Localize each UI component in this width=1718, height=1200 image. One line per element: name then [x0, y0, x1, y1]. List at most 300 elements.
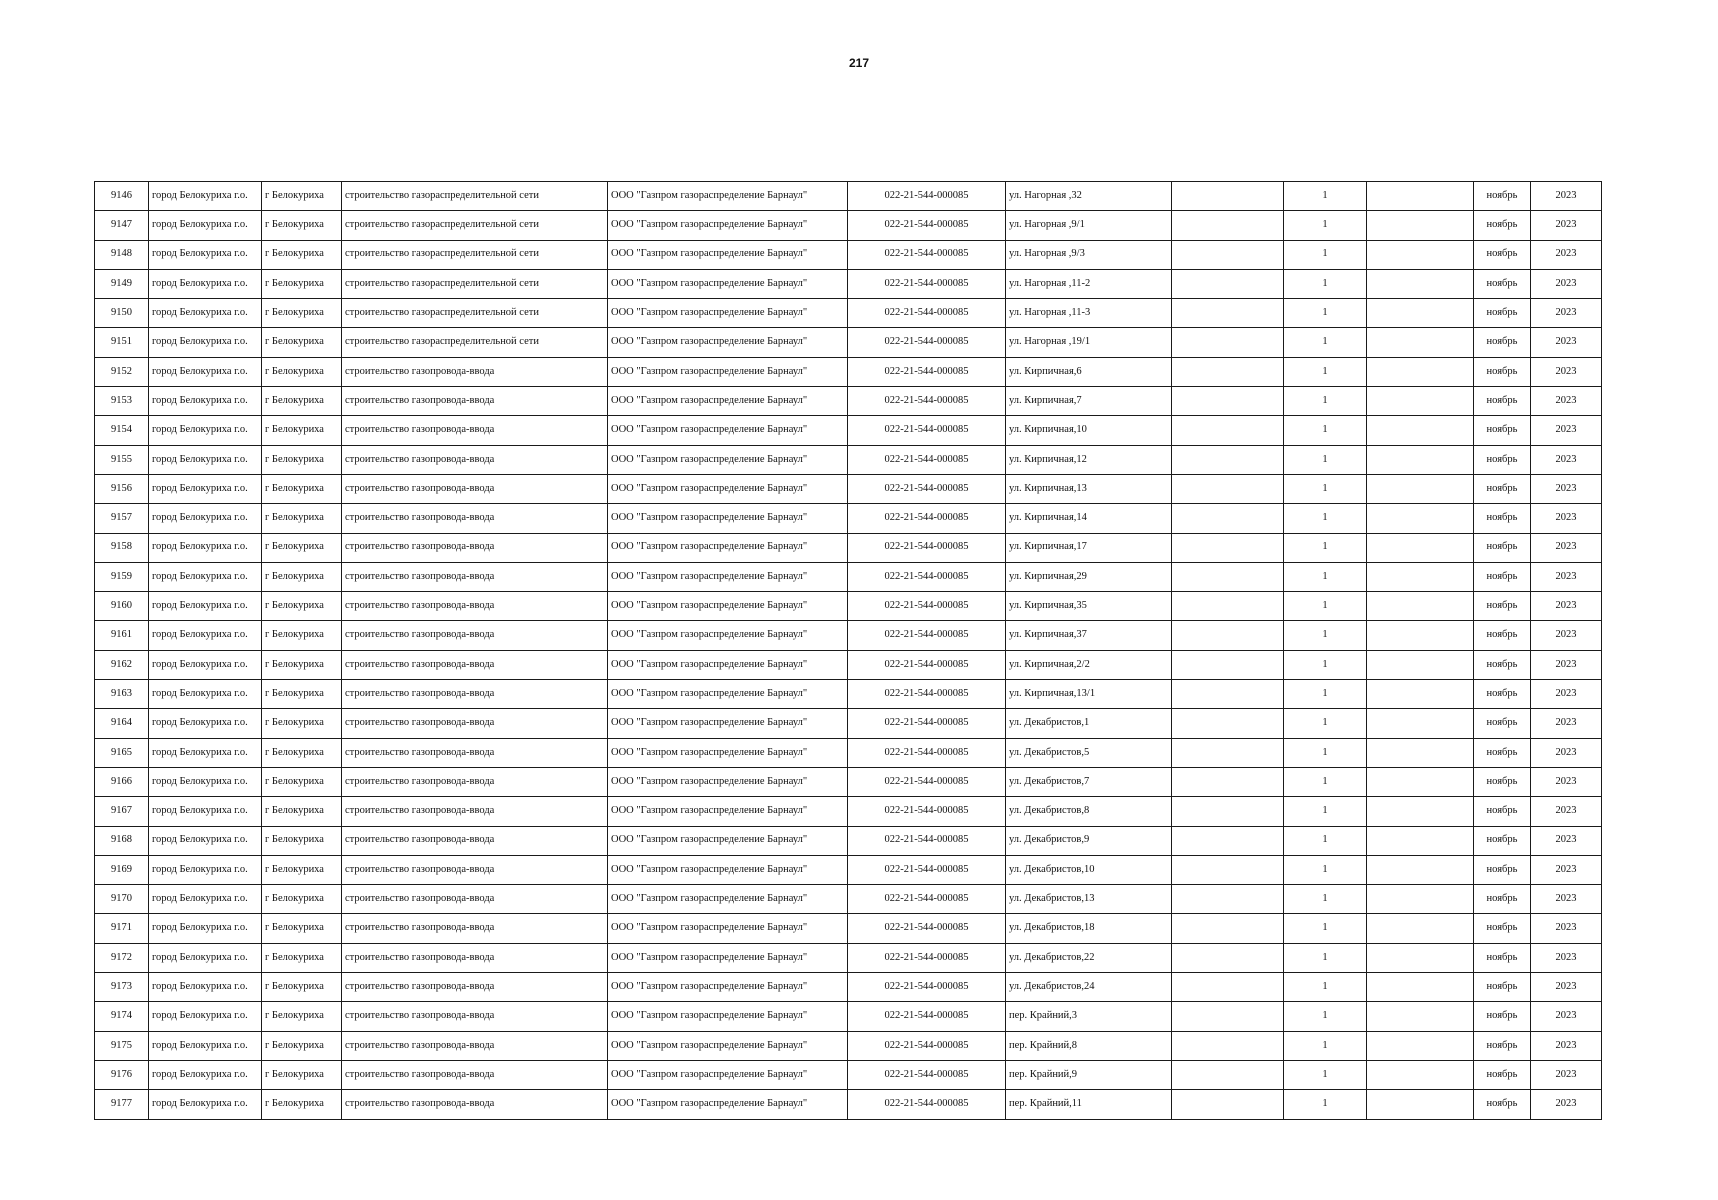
address-cell: ул. Декабристов,13: [1006, 885, 1172, 914]
row-number-cell: 9162: [95, 650, 149, 679]
empty-cell: [1367, 357, 1474, 386]
quantity-cell: 1: [1284, 1060, 1367, 1089]
year-cell: 2023: [1531, 914, 1602, 943]
table-row: [95, 357, 1602, 386]
address-cell: ул. Кирпичная,13/1: [1006, 680, 1172, 709]
empty-cell: [1367, 709, 1474, 738]
month-cell: ноябрь: [1474, 973, 1531, 1002]
quantity-cell: 1: [1284, 240, 1367, 269]
organization-cell: ООО "Газпром газораспределение Барнаул": [608, 474, 848, 503]
work-type-cell: строительство газораспределительной сети: [342, 299, 608, 328]
work-type-cell: строительство газораспределительной сети: [342, 269, 608, 298]
registry-table-container: [94, 181, 1601, 1120]
organization-cell: ООО "Газпром газораспределение Барнаул": [608, 211, 848, 240]
year-cell: 2023: [1531, 504, 1602, 533]
locality-cell: г Белокуриха: [262, 943, 342, 972]
program-code-cell: 022-21-544-000085: [848, 650, 1006, 679]
empty-cell: [1367, 1090, 1474, 1119]
month-cell: ноябрь: [1474, 240, 1531, 269]
empty-cell: [1172, 1090, 1284, 1119]
municipality-cell: город Белокуриха г.о.: [149, 504, 262, 533]
table-row: [95, 1002, 1602, 1031]
locality-cell: г Белокуриха: [262, 738, 342, 767]
program-code-cell: 022-21-544-000085: [848, 1090, 1006, 1119]
row-number-cell: 9161: [95, 621, 149, 650]
year-cell: 2023: [1531, 445, 1602, 474]
row-number-cell: 9166: [95, 767, 149, 796]
month-cell: ноябрь: [1474, 1060, 1531, 1089]
year-cell: 2023: [1531, 240, 1602, 269]
work-type-cell: строительство газопровода-ввода: [342, 680, 608, 709]
address-cell: пер. Крайний,11: [1006, 1090, 1172, 1119]
municipality-cell: город Белокуриха г.о.: [149, 885, 262, 914]
work-type-cell: строительство газопровода-ввода: [342, 592, 608, 621]
table-row: [95, 1060, 1602, 1089]
address-cell: ул. Кирпичная,37: [1006, 621, 1172, 650]
row-number-cell: 9149: [95, 269, 149, 298]
registry-table: [94, 181, 1602, 1120]
program-code-cell: 022-21-544-000085: [848, 1031, 1006, 1060]
month-cell: ноябрь: [1474, 474, 1531, 503]
program-code-cell: 022-21-544-000085: [848, 387, 1006, 416]
program-code-cell: 022-21-544-000085: [848, 826, 1006, 855]
year-cell: 2023: [1531, 973, 1602, 1002]
table-row: [95, 533, 1602, 562]
work-type-cell: строительство газопровода-ввода: [342, 357, 608, 386]
work-type-cell: строительство газопровода-ввода: [342, 621, 608, 650]
month-cell: ноябрь: [1474, 387, 1531, 416]
work-type-cell: строительство газопровода-ввода: [342, 943, 608, 972]
address-cell: ул. Декабристов,5: [1006, 738, 1172, 767]
program-code-cell: 022-21-544-000085: [848, 973, 1006, 1002]
program-code-cell: 022-21-544-000085: [848, 797, 1006, 826]
quantity-cell: 1: [1284, 1090, 1367, 1119]
row-number-cell: 9158: [95, 533, 149, 562]
table-row: [95, 269, 1602, 298]
table-row: [95, 797, 1602, 826]
quantity-cell: 1: [1284, 592, 1367, 621]
month-cell: ноябрь: [1474, 445, 1531, 474]
locality-cell: г Белокуриха: [262, 797, 342, 826]
row-number-cell: 9159: [95, 562, 149, 591]
locality-cell: г Белокуриха: [262, 855, 342, 884]
program-code-cell: 022-21-544-000085: [848, 767, 1006, 796]
empty-cell: [1172, 914, 1284, 943]
empty-cell: [1367, 562, 1474, 591]
work-type-cell: строительство газопровода-ввода: [342, 767, 608, 796]
month-cell: ноябрь: [1474, 709, 1531, 738]
program-code-cell: 022-21-544-000085: [848, 738, 1006, 767]
empty-cell: [1172, 416, 1284, 445]
year-cell: 2023: [1531, 562, 1602, 591]
quantity-cell: 1: [1284, 387, 1367, 416]
month-cell: ноябрь: [1474, 357, 1531, 386]
empty-cell: [1367, 269, 1474, 298]
row-number-cell: 9177: [95, 1090, 149, 1119]
quantity-cell: 1: [1284, 826, 1367, 855]
organization-cell: ООО "Газпром газораспределение Барнаул": [608, 1031, 848, 1060]
empty-cell: [1172, 885, 1284, 914]
empty-cell: [1172, 533, 1284, 562]
year-cell: 2023: [1531, 592, 1602, 621]
row-number-cell: 9150: [95, 299, 149, 328]
empty-cell: [1367, 445, 1474, 474]
year-cell: 2023: [1531, 826, 1602, 855]
row-number-cell: 9176: [95, 1060, 149, 1089]
year-cell: 2023: [1531, 416, 1602, 445]
organization-cell: ООО "Газпром газораспределение Барнаул": [608, 357, 848, 386]
locality-cell: г Белокуриха: [262, 592, 342, 621]
registry-table-body: [95, 182, 1602, 1120]
month-cell: ноябрь: [1474, 1031, 1531, 1060]
locality-cell: г Белокуриха: [262, 562, 342, 591]
quantity-cell: 1: [1284, 504, 1367, 533]
year-cell: 2023: [1531, 797, 1602, 826]
work-type-cell: строительство газопровода-ввода: [342, 562, 608, 591]
address-cell: ул. Нагорная ,32: [1006, 182, 1172, 211]
work-type-cell: строительство газопровода-ввода: [342, 826, 608, 855]
quantity-cell: 1: [1284, 914, 1367, 943]
year-cell: 2023: [1531, 357, 1602, 386]
quantity-cell: 1: [1284, 269, 1367, 298]
empty-cell: [1172, 973, 1284, 1002]
work-type-cell: строительство газопровода-ввода: [342, 1031, 608, 1060]
year-cell: 2023: [1531, 1060, 1602, 1089]
row-number-cell: 9169: [95, 855, 149, 884]
table-row: [95, 1090, 1602, 1119]
address-cell: ул. Нагорная ,9/1: [1006, 211, 1172, 240]
table-row: [95, 621, 1602, 650]
row-number-cell: 9147: [95, 211, 149, 240]
month-cell: ноябрь: [1474, 269, 1531, 298]
work-type-cell: строительство газопровода-ввода: [342, 387, 608, 416]
work-type-cell: строительство газораспределительной сети: [342, 328, 608, 357]
month-cell: ноябрь: [1474, 299, 1531, 328]
empty-cell: [1172, 211, 1284, 240]
work-type-cell: строительство газораспределительной сети: [342, 182, 608, 211]
table-row: [95, 680, 1602, 709]
month-cell: ноябрь: [1474, 504, 1531, 533]
organization-cell: ООО "Газпром газораспределение Барнаул": [608, 533, 848, 562]
year-cell: 2023: [1531, 269, 1602, 298]
program-code-cell: 022-21-544-000085: [848, 943, 1006, 972]
municipality-cell: город Белокуриха г.о.: [149, 1090, 262, 1119]
empty-cell: [1172, 680, 1284, 709]
empty-cell: [1367, 914, 1474, 943]
program-code-cell: 022-21-544-000085: [848, 855, 1006, 884]
program-code-cell: 022-21-544-000085: [848, 1002, 1006, 1031]
row-number-cell: 9174: [95, 1002, 149, 1031]
table-row: [95, 650, 1602, 679]
quantity-cell: 1: [1284, 445, 1367, 474]
quantity-cell: 1: [1284, 709, 1367, 738]
row-number-cell: 9168: [95, 826, 149, 855]
year-cell: 2023: [1531, 680, 1602, 709]
quantity-cell: 1: [1284, 1031, 1367, 1060]
quantity-cell: 1: [1284, 211, 1367, 240]
organization-cell: ООО "Газпром газораспределение Барнаул": [608, 826, 848, 855]
empty-cell: [1172, 855, 1284, 884]
empty-cell: [1172, 650, 1284, 679]
quantity-cell: 1: [1284, 885, 1367, 914]
address-cell: ул. Нагорная ,11-2: [1006, 269, 1172, 298]
quantity-cell: 1: [1284, 562, 1367, 591]
program-code-cell: 022-21-544-000085: [848, 914, 1006, 943]
locality-cell: г Белокуриха: [262, 914, 342, 943]
row-number-cell: 9156: [95, 474, 149, 503]
work-type-cell: строительство газопровода-ввода: [342, 914, 608, 943]
municipality-cell: город Белокуриха г.о.: [149, 562, 262, 591]
address-cell: пер. Крайний,8: [1006, 1031, 1172, 1060]
empty-cell: [1367, 1002, 1474, 1031]
program-code-cell: 022-21-544-000085: [848, 533, 1006, 562]
month-cell: ноябрь: [1474, 914, 1531, 943]
empty-cell: [1172, 826, 1284, 855]
locality-cell: г Белокуриха: [262, 416, 342, 445]
address-cell: ул. Кирпичная,35: [1006, 592, 1172, 621]
table-row: [95, 328, 1602, 357]
empty-cell: [1367, 797, 1474, 826]
quantity-cell: 1: [1284, 650, 1367, 679]
year-cell: 2023: [1531, 709, 1602, 738]
organization-cell: ООО "Газпром газораспределение Барнаул": [608, 416, 848, 445]
table-row: [95, 240, 1602, 269]
quantity-cell: 1: [1284, 738, 1367, 767]
organization-cell: ООО "Газпром газораспределение Барнаул": [608, 621, 848, 650]
row-number-cell: 9152: [95, 357, 149, 386]
empty-cell: [1367, 621, 1474, 650]
organization-cell: ООО "Газпром газораспределение Барнаул": [608, 709, 848, 738]
program-code-cell: 022-21-544-000085: [848, 269, 1006, 298]
table-row: [95, 738, 1602, 767]
organization-cell: ООО "Газпром газораспределение Барнаул": [608, 1090, 848, 1119]
work-type-cell: строительство газопровода-ввода: [342, 797, 608, 826]
organization-cell: ООО "Газпром газораспределение Барнаул": [608, 680, 848, 709]
organization-cell: ООО "Газпром газораспределение Барнаул": [608, 650, 848, 679]
address-cell: ул. Декабристов,22: [1006, 943, 1172, 972]
empty-cell: [1172, 299, 1284, 328]
organization-cell: ООО "Газпром газораспределение Барнаул": [608, 797, 848, 826]
table-row: [95, 767, 1602, 796]
locality-cell: г Белокуриха: [262, 387, 342, 416]
address-cell: ул. Декабристов,1: [1006, 709, 1172, 738]
quantity-cell: 1: [1284, 943, 1367, 972]
year-cell: 2023: [1531, 211, 1602, 240]
organization-cell: ООО "Газпром газораспределение Барнаул": [608, 562, 848, 591]
address-cell: ул. Кирпичная,13: [1006, 474, 1172, 503]
table-row: [95, 914, 1602, 943]
empty-cell: [1172, 738, 1284, 767]
empty-cell: [1367, 299, 1474, 328]
municipality-cell: город Белокуриха г.о.: [149, 357, 262, 386]
program-code-cell: 022-21-544-000085: [848, 592, 1006, 621]
address-cell: ул. Декабристов,18: [1006, 914, 1172, 943]
month-cell: ноябрь: [1474, 416, 1531, 445]
locality-cell: г Белокуриха: [262, 211, 342, 240]
organization-cell: ООО "Газпром газораспределение Барнаул": [608, 328, 848, 357]
year-cell: 2023: [1531, 1090, 1602, 1119]
empty-cell: [1172, 1002, 1284, 1031]
year-cell: 2023: [1531, 621, 1602, 650]
municipality-cell: город Белокуриха г.о.: [149, 387, 262, 416]
organization-cell: ООО "Газпром газораспределение Барнаул": [608, 767, 848, 796]
month-cell: ноябрь: [1474, 826, 1531, 855]
quantity-cell: 1: [1284, 797, 1367, 826]
locality-cell: г Белокуриха: [262, 182, 342, 211]
locality-cell: г Белокуриха: [262, 533, 342, 562]
municipality-cell: город Белокуриха г.о.: [149, 533, 262, 562]
work-type-cell: строительство газопровода-ввода: [342, 885, 608, 914]
row-number-cell: 9173: [95, 973, 149, 1002]
month-cell: ноябрь: [1474, 738, 1531, 767]
table-row: [95, 1031, 1602, 1060]
address-cell: ул. Кирпичная,17: [1006, 533, 1172, 562]
organization-cell: ООО "Газпром газораспределение Барнаул": [608, 973, 848, 1002]
empty-cell: [1172, 357, 1284, 386]
empty-cell: [1172, 269, 1284, 298]
row-number-cell: 9163: [95, 680, 149, 709]
organization-cell: ООО "Газпром газораспределение Барнаул": [608, 269, 848, 298]
month-cell: ноябрь: [1474, 767, 1531, 796]
year-cell: 2023: [1531, 474, 1602, 503]
municipality-cell: город Белокуриха г.о.: [149, 680, 262, 709]
month-cell: ноябрь: [1474, 533, 1531, 562]
locality-cell: г Белокуриха: [262, 650, 342, 679]
empty-cell: [1367, 1031, 1474, 1060]
table-row: [95, 885, 1602, 914]
empty-cell: [1367, 211, 1474, 240]
locality-cell: г Белокуриха: [262, 474, 342, 503]
table-row: [95, 416, 1602, 445]
work-type-cell: строительство газопровода-ввода: [342, 445, 608, 474]
address-cell: пер. Крайний,9: [1006, 1060, 1172, 1089]
program-code-cell: 022-21-544-000085: [848, 211, 1006, 240]
table-row: [95, 855, 1602, 884]
organization-cell: ООО "Газпром газораспределение Барнаул": [608, 299, 848, 328]
program-code-cell: 022-21-544-000085: [848, 709, 1006, 738]
table-row: [95, 211, 1602, 240]
municipality-cell: город Белокуриха г.о.: [149, 445, 262, 474]
empty-cell: [1367, 650, 1474, 679]
work-type-cell: строительство газопровода-ввода: [342, 504, 608, 533]
empty-cell: [1367, 767, 1474, 796]
work-type-cell: строительство газопровода-ввода: [342, 474, 608, 503]
empty-cell: [1172, 1060, 1284, 1089]
municipality-cell: город Белокуриха г.о.: [149, 855, 262, 884]
empty-cell: [1367, 240, 1474, 269]
program-code-cell: 022-21-544-000085: [848, 299, 1006, 328]
organization-cell: ООО "Газпром газораспределение Барнаул": [608, 240, 848, 269]
year-cell: 2023: [1531, 299, 1602, 328]
program-code-cell: 022-21-544-000085: [848, 621, 1006, 650]
quantity-cell: 1: [1284, 680, 1367, 709]
municipality-cell: город Белокуриха г.о.: [149, 474, 262, 503]
municipality-cell: город Белокуриха г.о.: [149, 797, 262, 826]
empty-cell: [1172, 328, 1284, 357]
organization-cell: ООО "Газпром газораспределение Барнаул": [608, 1060, 848, 1089]
municipality-cell: город Белокуриха г.о.: [149, 1002, 262, 1031]
quantity-cell: 1: [1284, 973, 1367, 1002]
program-code-cell: 022-21-544-000085: [848, 445, 1006, 474]
quantity-cell: 1: [1284, 1002, 1367, 1031]
empty-cell: [1367, 387, 1474, 416]
quantity-cell: 1: [1284, 855, 1367, 884]
empty-cell: [1172, 621, 1284, 650]
address-cell: ул. Нагорная ,11-3: [1006, 299, 1172, 328]
address-cell: ул. Декабристов,24: [1006, 973, 1172, 1002]
quantity-cell: 1: [1284, 621, 1367, 650]
address-cell: ул. Нагорная ,19/1: [1006, 328, 1172, 357]
municipality-cell: город Белокуриха г.о.: [149, 943, 262, 972]
month-cell: ноябрь: [1474, 211, 1531, 240]
table-row: [95, 504, 1602, 533]
empty-cell: [1172, 474, 1284, 503]
locality-cell: г Белокуриха: [262, 709, 342, 738]
table-row: [95, 943, 1602, 972]
year-cell: 2023: [1531, 885, 1602, 914]
municipality-cell: город Белокуриха г.о.: [149, 240, 262, 269]
table-row: [95, 299, 1602, 328]
year-cell: 2023: [1531, 1002, 1602, 1031]
quantity-cell: 1: [1284, 416, 1367, 445]
empty-cell: [1172, 504, 1284, 533]
empty-cell: [1172, 592, 1284, 621]
locality-cell: г Белокуриха: [262, 1060, 342, 1089]
quantity-cell: 1: [1284, 474, 1367, 503]
month-cell: ноябрь: [1474, 885, 1531, 914]
empty-cell: [1172, 709, 1284, 738]
address-cell: ул. Кирпичная,6: [1006, 357, 1172, 386]
row-number-cell: 9170: [95, 885, 149, 914]
year-cell: 2023: [1531, 1031, 1602, 1060]
municipality-cell: город Белокуриха г.о.: [149, 416, 262, 445]
locality-cell: г Белокуриха: [262, 680, 342, 709]
municipality-cell: город Белокуриха г.о.: [149, 914, 262, 943]
work-type-cell: строительство газопровода-ввода: [342, 709, 608, 738]
year-cell: 2023: [1531, 943, 1602, 972]
empty-cell: [1367, 592, 1474, 621]
locality-cell: г Белокуриха: [262, 269, 342, 298]
municipality-cell: город Белокуриха г.о.: [149, 973, 262, 1002]
locality-cell: г Белокуриха: [262, 1002, 342, 1031]
quantity-cell: 1: [1284, 533, 1367, 562]
program-code-cell: 022-21-544-000085: [848, 1060, 1006, 1089]
empty-cell: [1367, 855, 1474, 884]
month-cell: ноябрь: [1474, 680, 1531, 709]
municipality-cell: город Белокуриха г.о.: [149, 709, 262, 738]
program-code-cell: 022-21-544-000085: [848, 885, 1006, 914]
row-number-cell: 9175: [95, 1031, 149, 1060]
year-cell: 2023: [1531, 182, 1602, 211]
address-cell: ул. Кирпичная,14: [1006, 504, 1172, 533]
municipality-cell: город Белокуриха г.о.: [149, 621, 262, 650]
row-number-cell: 9153: [95, 387, 149, 416]
row-number-cell: 9160: [95, 592, 149, 621]
empty-cell: [1367, 680, 1474, 709]
municipality-cell: город Белокуриха г.о.: [149, 738, 262, 767]
quantity-cell: 1: [1284, 357, 1367, 386]
organization-cell: ООО "Газпром газораспределение Барнаул": [608, 592, 848, 621]
empty-cell: [1367, 504, 1474, 533]
row-number-cell: 9165: [95, 738, 149, 767]
month-cell: ноябрь: [1474, 621, 1531, 650]
table-row: [95, 182, 1602, 211]
empty-cell: [1367, 533, 1474, 562]
quantity-cell: 1: [1284, 299, 1367, 328]
empty-cell: [1172, 387, 1284, 416]
month-cell: ноябрь: [1474, 1090, 1531, 1119]
row-number-cell: 9164: [95, 709, 149, 738]
